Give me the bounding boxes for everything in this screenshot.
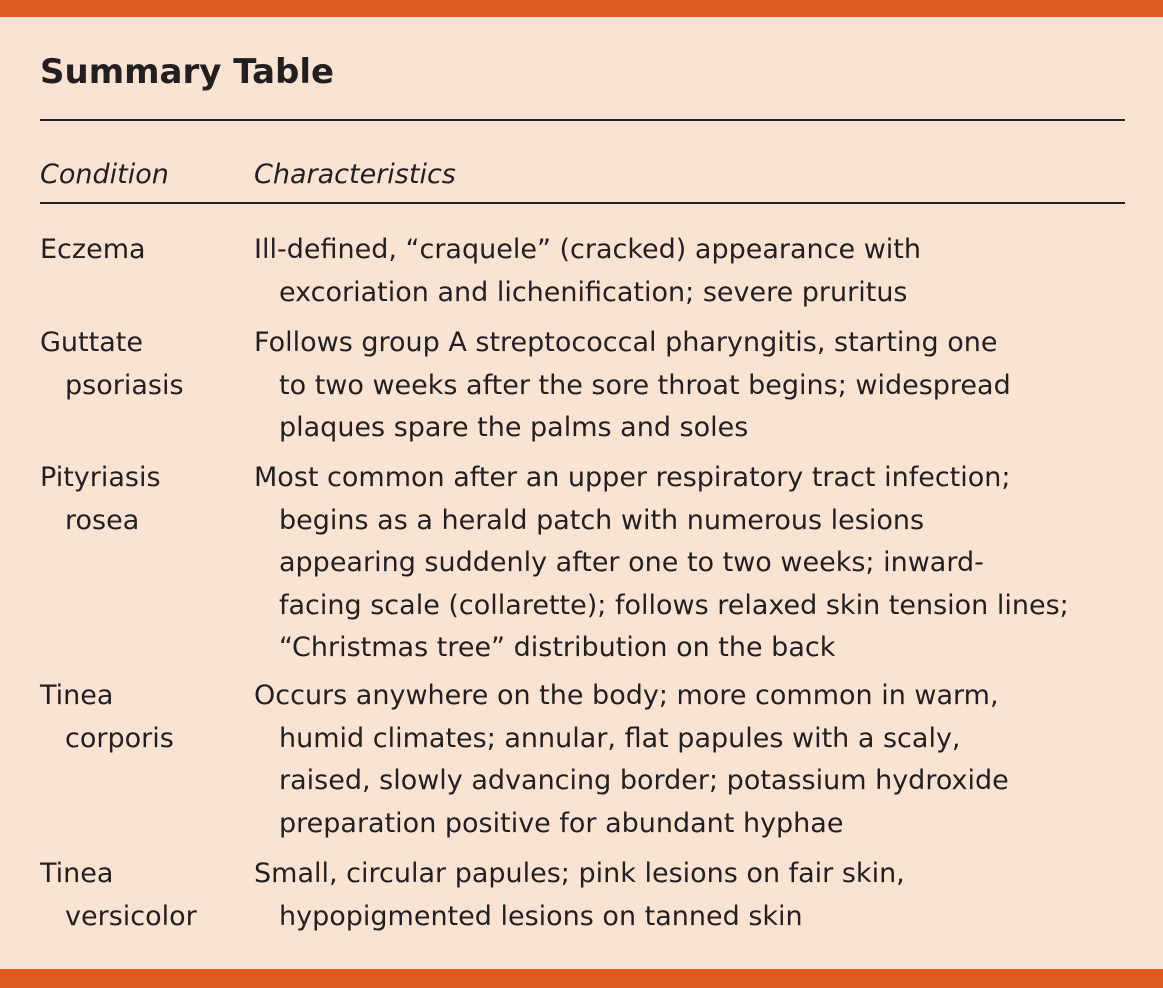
condition-cell [40,229,240,272]
characteristics-line: begins as a herald patch with numerous lesions [279,504,925,536]
top-accent-bar [0,0,1163,17]
column-header-condition: Condition [40,159,169,190]
characteristics-line: to two weeks after the sore throat begins; widespread [279,369,1011,401]
header-divider [40,202,1125,204]
characteristics-cell [254,853,1134,938]
characteristics-line: Occurs anywhere on the body; more common in warm, [254,680,999,711]
condition-line: Pityriasis [40,462,161,493]
characteristics-cell [254,675,1134,845]
table-title: Summary Table [40,52,335,92]
characteristics-cell [254,322,1134,450]
condition-line: Guttate [40,327,143,358]
characteristics-cell [254,229,1134,314]
condition-line: Tinea [40,858,114,889]
condition-cell [40,853,240,938]
title-divider [40,119,1125,121]
condition-line: Eczema [40,234,146,265]
characteristics-line: raised, slowly advancing border; potassium hydroxide [279,765,1009,796]
characteristics-line: appearing suddenly after one to two weeks; inward- [279,547,984,578]
characteristics-line: Most common after an upper respiratory tract infection; [254,462,1011,493]
condition-line: Tinea [40,680,114,711]
condition-line: rosea [65,504,140,536]
condition-cell [40,675,240,760]
characteristics-line: Follows group A streptococcal pharyngitis, starting one [254,327,998,358]
characteristics-line: Small, circular papules; pink lesions on fair skin, [254,858,905,889]
condition-line: psoriasis [65,369,184,401]
characteristics-line: humid climates; annular, flat papules with a scaly, [279,722,961,754]
column-header-characteristics: Characteristics [254,159,456,190]
characteristics-line: preparation positive for abundant hyphae [279,807,844,839]
characteristics-line: hypopigmented lesions on tanned skin [279,900,803,932]
characteristics-line: Ill-defined, “craquele” (cracked) appearance with [254,234,921,265]
characteristics-line: facing scale (collarette); follows relaxed skin tension lines; [279,589,1069,621]
condition-line: corporis [65,722,174,754]
bottom-accent-bar [0,969,1163,988]
characteristics-line: “Christmas tree” distribution on the back [279,632,836,663]
characteristics-cell [254,457,1134,670]
characteristics-line: plaques spare the palms and soles [279,412,749,443]
condition-cell [40,322,240,407]
condition-line: versicolor [65,900,197,932]
characteristics-line: excoriation and lichenification; severe pruritus [279,276,908,308]
condition-cell [40,457,240,542]
